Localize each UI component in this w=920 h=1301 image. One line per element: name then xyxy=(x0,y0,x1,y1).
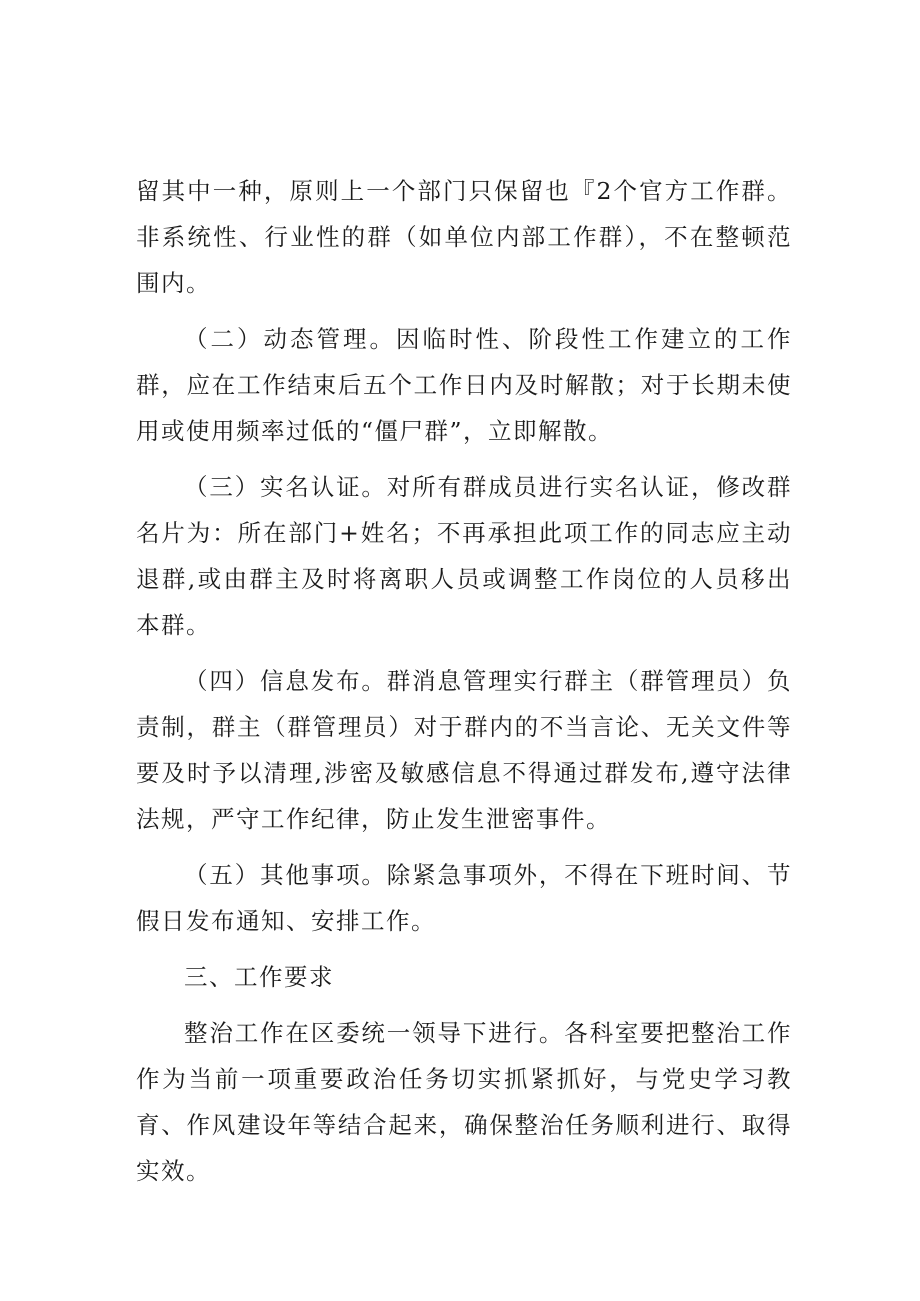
section-heading-work-requirements: 三、工作要求 xyxy=(184,963,334,991)
paragraph-continuation: 留其中一种，原则上一个部门只保留也『2个官方工作群。非系统性、行业性的群（如单位内部工作群），不在整顿范围内。 xyxy=(136,177,792,297)
paragraph-work-requirements: 整治工作在区委统一领导下进行。各科室要把整治工作作为当前一项重要政治任务切实抓紧抓好，与党史学习教育、作风建设年等结合起来，确保整治任务顺利进行、取得实效。 xyxy=(136,1019,792,1185)
paragraph-dynamic-management: （二）动态管理。因临时性、阶段性工作建立的工作群，应在工作结束后五个工作日内及时解散；对于长期未使用或使用频率过低的“僵尸群”，立即解散。 xyxy=(136,325,792,445)
paragraph-other-matters: （五）其他事项。除紧急事项外，不得在下班时间、节假日发布通知、安排工作。 xyxy=(136,861,792,935)
paragraph-info-release: （四）信息发布。群消息管理实行群主（群管理员）负责制，群主（群管理员）对于群内的不当言论、无关文件等要及时予以清理,涉密及敏感信息不得通过群发布,遵守法律法规，严守工作纪律，防止发生泄密事件。 xyxy=(136,667,792,833)
document-body xyxy=(136,168,792,1204)
paragraph-real-name-verification: （三）实名认证。对所有群成员进行实名认证，修改群名片为：所在部门+姓名；不再承担此项工作的同志应主动退群,或由群主及时将离职人员或调整工作岗位的人员移出本群。 xyxy=(136,473,792,639)
